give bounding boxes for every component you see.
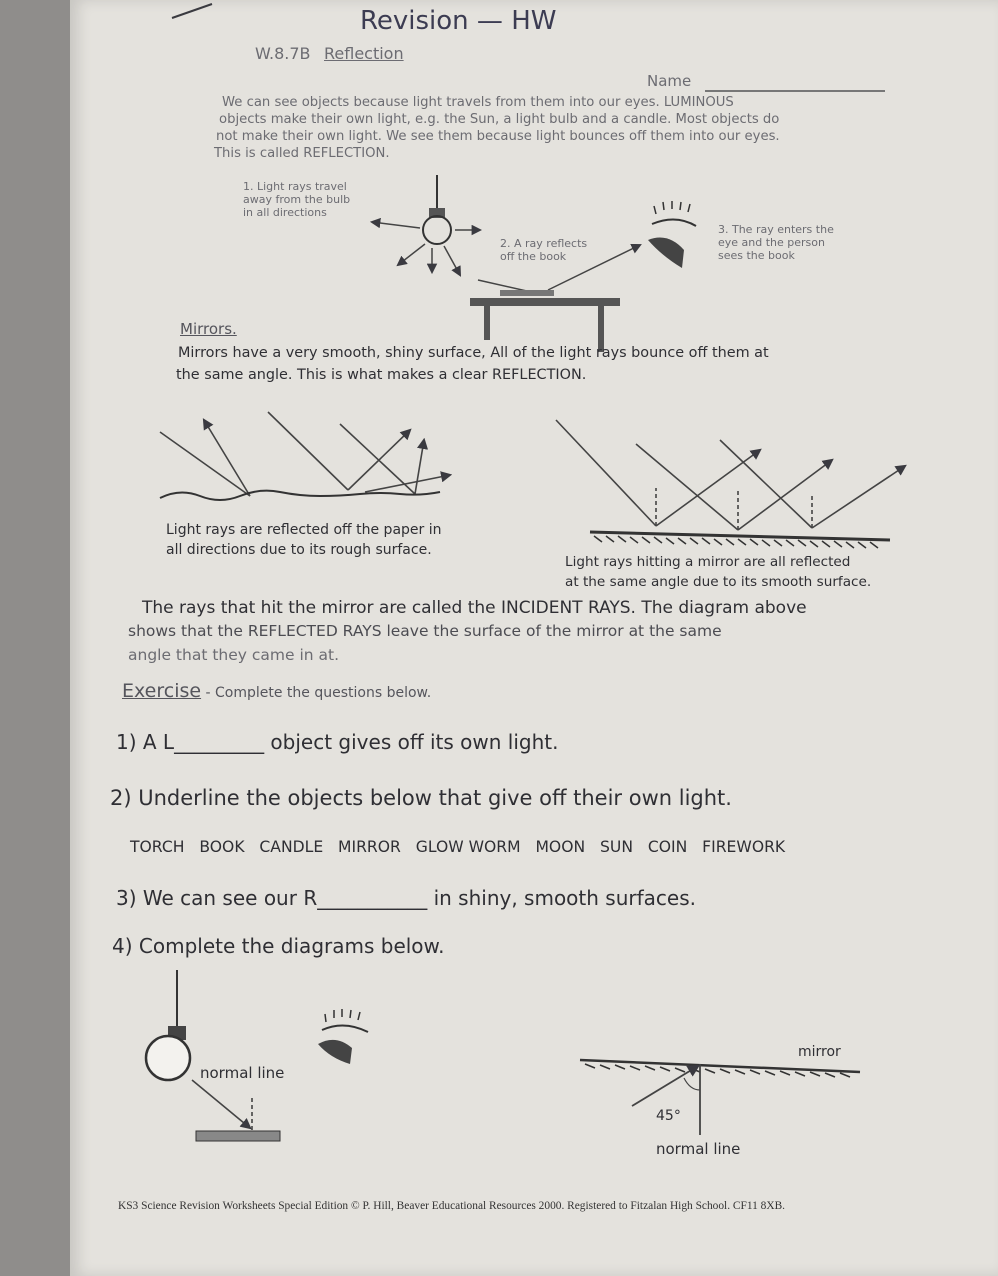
intro-line-4: This is called REFLECTION. <box>214 146 390 161</box>
question-3: 3) We can see our R___________ in shiny, smooth surfaces. <box>116 886 696 910</box>
diffuse-reflection-diagram <box>160 412 450 500</box>
exercise-mirror-diagram <box>580 1060 860 1135</box>
name-label: Name <box>647 72 692 90</box>
mirrors-heading: Mirrors. <box>180 320 237 338</box>
name-field[interactable] <box>705 90 885 92</box>
book-icon <box>500 290 554 296</box>
table-icon <box>470 298 620 352</box>
worksheet-code: W.8.7B <box>255 44 311 63</box>
incident-line-1: The rays that hit the mirror are called the INCIDENT RAYS. The diagram above <box>142 598 807 618</box>
intro-line-3: not make their own light. We see them because light bounces off them into our eyes. <box>216 129 780 144</box>
intro-line-2: objects make their own light, e.g. the Sun, a light bulb and a candle. Most objects do <box>219 112 780 127</box>
question-2: 2) Underline the objects below that give off their own light. <box>110 786 732 810</box>
diagram-label-2: 2. A ray reflects off the book <box>500 237 588 263</box>
answer-blank-3[interactable]: ___________ <box>317 886 428 910</box>
exercise-mirror-block <box>196 1131 280 1141</box>
angle-label: 45° <box>656 1108 681 1124</box>
eye-icon <box>648 201 696 268</box>
mirrors-line-1: Mirrors have a very smooth, shiny surface, All of the light rays bounce off them at <box>178 345 769 361</box>
caption-rough-surface: Light rays are reflected off the paper in all directions due to its rough surface. <box>166 522 442 558</box>
normal-line-label-left: normal line <box>200 1064 285 1082</box>
light-bulb-icon <box>423 175 451 244</box>
diagram-label-1: 1. Light rays travel away from the bulb in all directions <box>243 180 351 219</box>
mirrors-line-2: the same angle. This is what makes a clear REFLECTION. <box>176 367 587 383</box>
question-4: 4) Complete the diagrams below. <box>112 934 445 958</box>
question-1: 1) A L_________ object gives off its own light. <box>116 730 559 754</box>
exercise-incident-ray <box>192 1080 252 1130</box>
exercise-heading: Exercise - Complete the questions below. <box>122 680 432 702</box>
mirror-label: mirror <box>798 1044 841 1060</box>
normal-line-label-right: normal line <box>656 1140 741 1158</box>
incident-line-2: shows that the REFLECTED RAYS leave the surface of the mirror at the same <box>128 622 722 640</box>
footer-copyright: KS3 Science Revision Worksheets Special Edition © P. Hill, Beaver Educational Resources 2000. Registered to Fitzalan High School. CF11 8XB. <box>118 1200 786 1212</box>
diagram-label-3: 3. The ray enters the eye and the person sees the book <box>718 223 834 262</box>
intro-line-1: We can see objects because light travels from them into our eyes. LUMINOUS <box>222 95 734 110</box>
caption-smooth-surface: Light rays hitting a mirror are all reflected at the same angle due to its smooth surface. <box>565 554 872 590</box>
worksheet-title: Reflection <box>324 44 404 63</box>
specular-reflection-diagram <box>556 420 905 548</box>
handwritten-revision-note: Revision — HW <box>360 6 557 36</box>
exercise-eye-icon <box>318 1009 368 1064</box>
exercise-bulb-icon <box>146 970 190 1080</box>
question-2-word-list: TORCH BOOK CANDLE MIRROR GLOW WORM MOON SUN COIN FIREWORK <box>130 838 786 856</box>
incident-line-3: angle that they came in at. <box>128 646 340 664</box>
answer-blank-1[interactable]: _________ <box>174 730 265 754</box>
